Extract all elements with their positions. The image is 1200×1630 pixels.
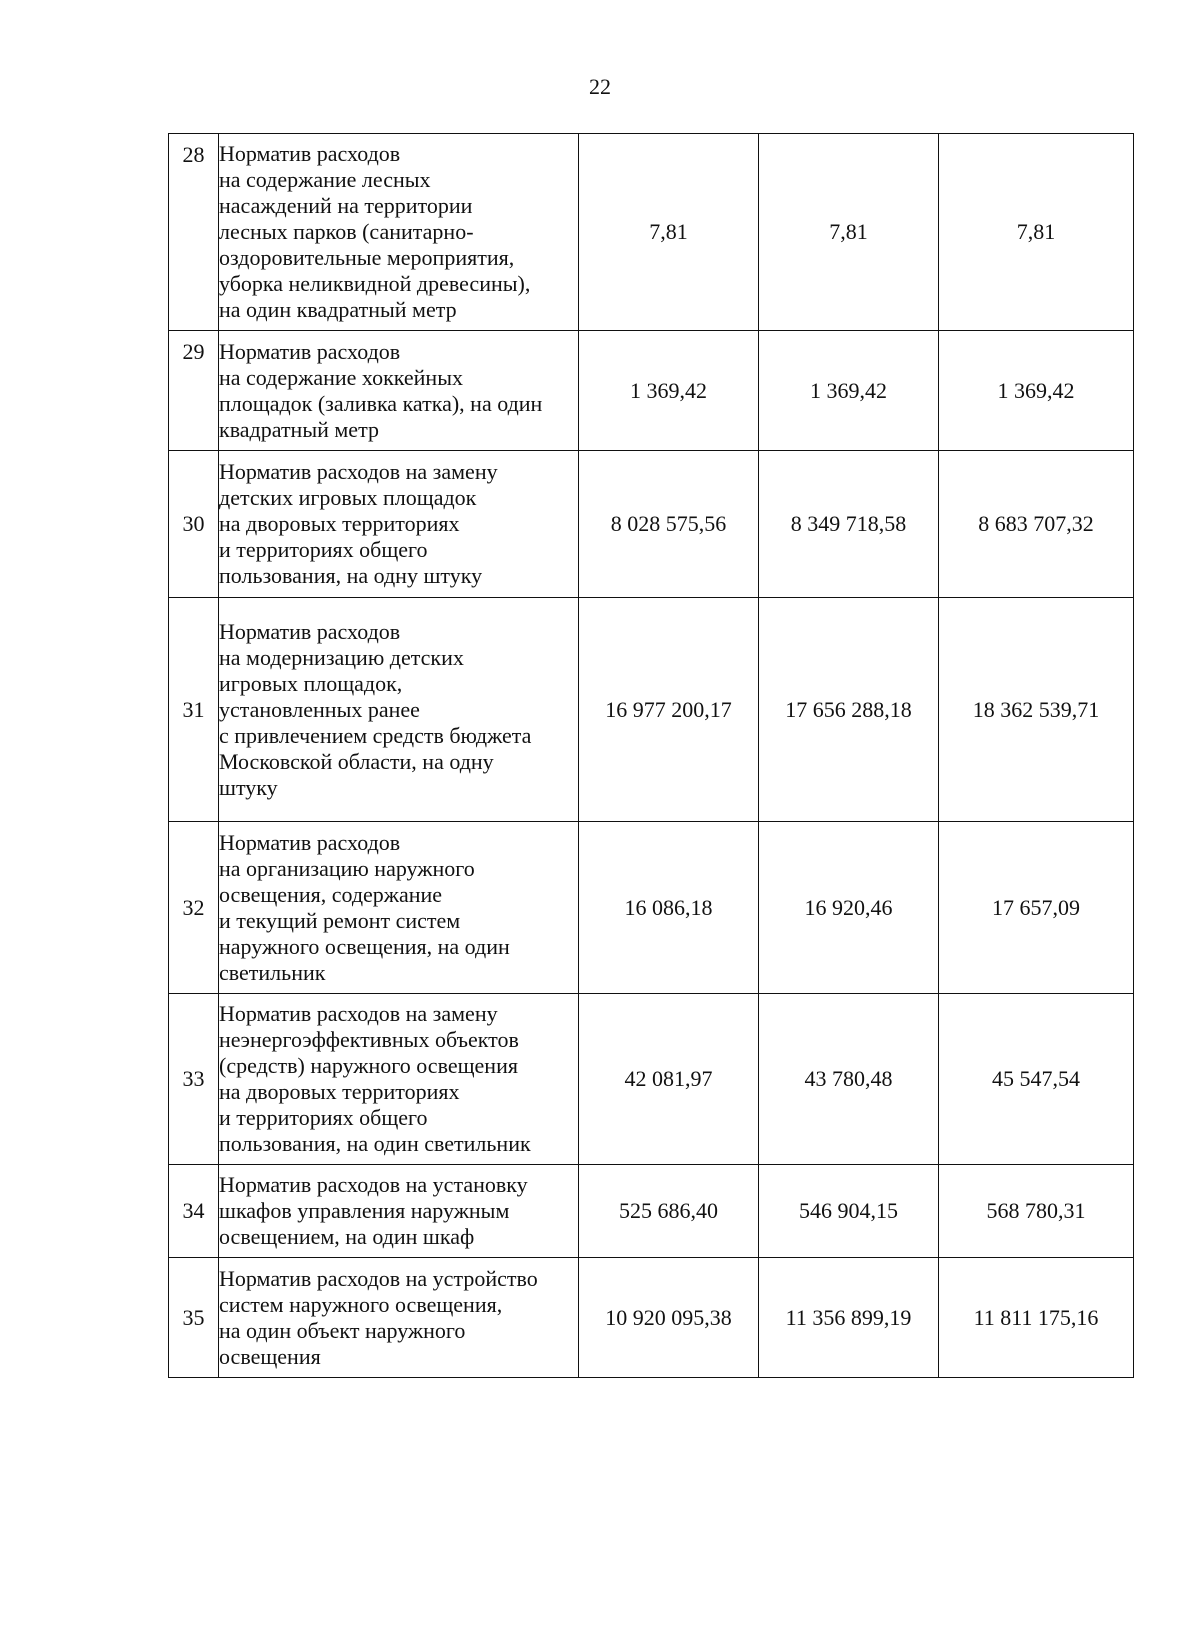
value-cell: 1 369,42 — [759, 331, 939, 451]
description-line: Норматив расходов — [219, 338, 401, 364]
value-cell: 42 081,97 — [579, 994, 759, 1165]
value-cell: 568 780,31 — [939, 1165, 1134, 1258]
description-line: неэнергоэффективных объектов — [219, 1027, 519, 1052]
description-line: и текущий ремонт систем — [219, 907, 461, 933]
row-number: 29 — [169, 331, 219, 451]
description-line: насаждений на территории — [219, 193, 473, 218]
description-line: на дворовых территориях — [219, 1079, 460, 1104]
value-cell: 17 656 288,18 — [759, 598, 939, 822]
description-line: Норматив расходов на устройство — [219, 1265, 538, 1291]
table-row — [169, 331, 1134, 451]
row-description — [219, 331, 579, 451]
description-line: на один квадратный метр — [219, 297, 457, 322]
row-number: 32 — [169, 822, 219, 994]
description-line: светильник — [219, 959, 326, 985]
value-cell: 1 369,42 — [579, 331, 759, 451]
row-number: 35 — [169, 1258, 219, 1378]
description-line: лесных парков (санитарно- — [219, 219, 474, 244]
value-cell: 8 683 707,32 — [939, 451, 1134, 598]
description-line: на дворовых территориях — [219, 511, 460, 536]
description-line: площадок (заливка катка), на один — [219, 390, 543, 416]
value-cell: 8 349 718,58 — [759, 451, 939, 598]
description-line: установленных ранее — [219, 696, 420, 722]
description-line: Норматив расходов на установку — [219, 1172, 528, 1197]
description-line: систем наружного освещения, — [219, 1291, 503, 1317]
description-line: Норматив расходов — [219, 829, 401, 855]
row-description — [219, 1258, 579, 1378]
description-line: Московской области, на одну — [219, 748, 494, 774]
row-number: 30 — [169, 451, 219, 598]
value-cell: 18 362 539,71 — [939, 598, 1134, 822]
description-line: наружного освещения, на один — [219, 933, 510, 959]
value-cell: 16 977 200,17 — [579, 598, 759, 822]
description-line: на содержание хоккейных — [219, 364, 463, 390]
row-number: 31 — [169, 598, 219, 822]
page-number: 22 — [589, 74, 611, 99]
description-line: Норматив расходов — [219, 141, 401, 166]
value-cell: 7,81 — [759, 134, 939, 331]
description-line: детских игровых площадок — [219, 485, 477, 510]
description-line: уборка неликвидной древесины), — [219, 271, 531, 296]
description-line: Норматив расходов — [219, 618, 401, 644]
value-cell: 16 086,18 — [579, 822, 759, 994]
description-line: освещения, содержание — [219, 881, 443, 907]
row-description — [219, 134, 579, 331]
row-description — [219, 822, 579, 994]
row-number: 33 — [169, 994, 219, 1165]
table-row — [169, 994, 1134, 1165]
description-line: квадратный метр — [219, 416, 379, 442]
value-cell: 16 920,46 — [759, 822, 939, 994]
description-line: пользования, на одну штуку — [219, 563, 483, 588]
table-row — [169, 451, 1134, 598]
description-line: оздоровительные мероприятия, — [219, 245, 515, 270]
value-cell: 10 920 095,38 — [579, 1258, 759, 1378]
row-description — [219, 994, 579, 1165]
value-cell: 11 811 175,16 — [939, 1258, 1134, 1378]
value-cell: 525 686,40 — [579, 1165, 759, 1258]
description-line: пользования, на один светильник — [219, 1131, 531, 1156]
row-description — [219, 598, 579, 822]
description-line: штуку — [219, 774, 278, 800]
norms-table — [168, 133, 1134, 1378]
description-line: освещения — [219, 1343, 321, 1369]
table-row — [169, 598, 1134, 822]
description-line: и территориях общего — [219, 537, 428, 562]
table-row — [169, 1258, 1134, 1378]
value-cell: 7,81 — [939, 134, 1134, 331]
description-line: на один объект наружного — [219, 1317, 466, 1343]
table-row — [169, 822, 1134, 994]
description-line: Норматив расходов на замену — [219, 459, 498, 484]
row-number: 28 — [169, 134, 219, 331]
description-line: с привлечением средств бюджета — [219, 722, 532, 748]
norms-table-body — [169, 134, 1134, 1378]
value-cell: 8 028 575,56 — [579, 451, 759, 598]
row-description — [219, 451, 579, 598]
description-line: (средств) наружного освещения — [219, 1053, 518, 1078]
value-cell: 45 547,54 — [939, 994, 1134, 1165]
description-line: на содержание лесных — [219, 167, 431, 192]
value-cell: 11 356 899,19 — [759, 1258, 939, 1378]
description-line: шкафов управления наружным — [219, 1198, 510, 1223]
table-row — [169, 1165, 1134, 1258]
description-line: на организацию наружного — [219, 855, 475, 881]
row-number: 34 — [169, 1165, 219, 1258]
description-line: игровых площадок, — [219, 670, 403, 696]
description-line: на модернизацию детских — [219, 644, 464, 670]
description-line: Норматив расходов на замену — [219, 1001, 498, 1026]
row-description — [219, 1165, 579, 1258]
value-cell: 17 657,09 — [939, 822, 1134, 994]
value-cell: 43 780,48 — [759, 994, 939, 1165]
table-row — [169, 134, 1134, 331]
description-line: и территориях общего — [219, 1105, 428, 1130]
description-line: освещением, на один шкаф — [219, 1224, 475, 1249]
value-cell: 546 904,15 — [759, 1165, 939, 1258]
value-cell: 7,81 — [579, 134, 759, 331]
value-cell: 1 369,42 — [939, 331, 1134, 451]
